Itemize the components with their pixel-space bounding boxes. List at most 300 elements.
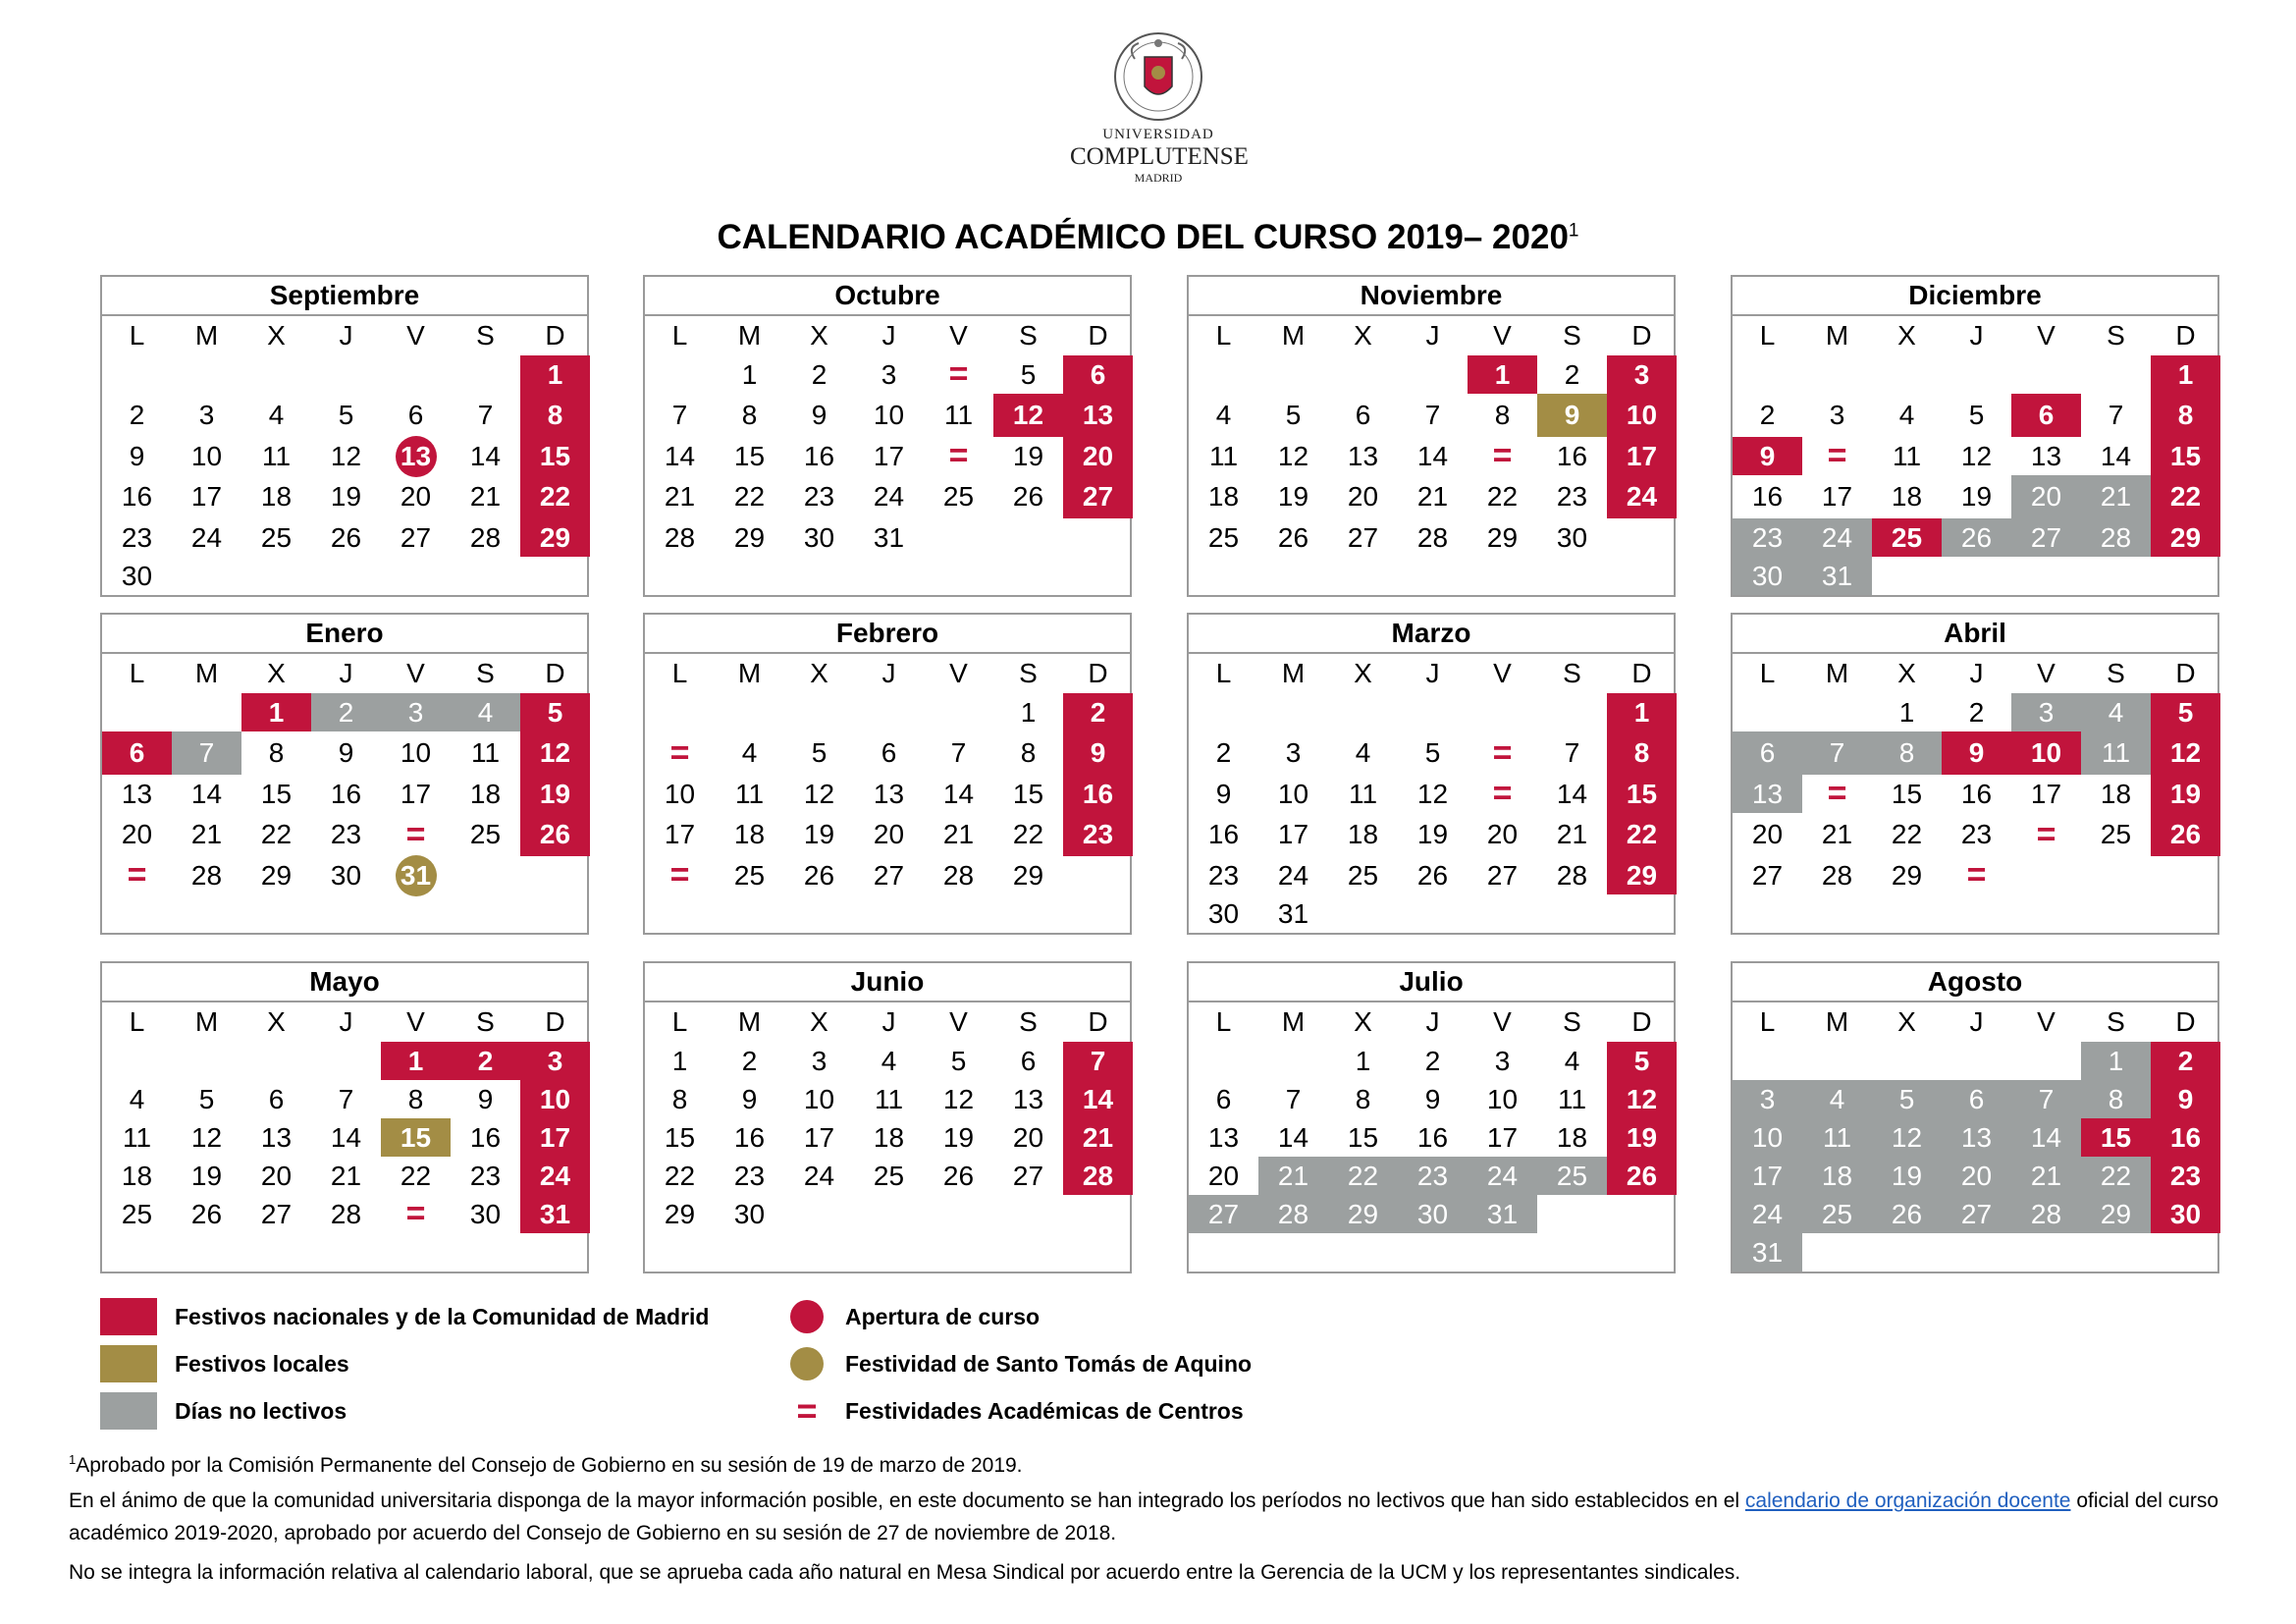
day-cell: 31 [873, 522, 905, 553]
day-cell: 12 [2151, 731, 2220, 775]
weekday-header: V [1493, 658, 1512, 688]
day-cell: 25 [733, 860, 766, 891]
day-cell: 31 [1802, 557, 1872, 595]
day-cell: 15 [260, 779, 293, 809]
day-cell: 10 [873, 400, 905, 430]
empty-cell [2011, 355, 2081, 394]
month-10 [643, 961, 1132, 1273]
day-grid [1733, 654, 2217, 933]
day-cell: 27 [1012, 1161, 1044, 1191]
weekday-header: V [1493, 1006, 1512, 1037]
weekday-header: S [476, 658, 495, 688]
legend-holiday [100, 1298, 709, 1335]
empty-cell [1802, 355, 1872, 394]
day-cell: 9 [477, 1084, 494, 1114]
weekday-header: D [545, 320, 565, 351]
day-cell: 9 [1063, 731, 1133, 775]
day-grid [645, 654, 1130, 933]
day-cell: 28 [1416, 522, 1449, 553]
month-8 [1731, 613, 2219, 935]
day-cell: 25 [1872, 518, 1942, 557]
day-cell: 27 [400, 522, 432, 553]
day-cell: 22 [733, 481, 766, 512]
day-cell: 10 [190, 441, 223, 471]
day-cell: 6 [1733, 731, 1802, 775]
day-cell: 27 [1751, 860, 1784, 891]
day-cell: 24 [873, 481, 905, 512]
day-cell: 28 [2081, 518, 2151, 557]
day-cell: 8 [1607, 731, 1677, 775]
day-cell: 2 [1564, 359, 1580, 390]
footnote-info: En el ánimo de que la comunidad universitaria disponga de la mayor información posible, en este documento se han integrado los períodos no lectivos que han sido establecidos en el calendario de organización docente oficial del curso académico 2019-2020, aprobado por acuerdo del Consejo de Gobierno en su sesión de 27 de noviembre de 2018. [69, 1489, 2219, 1544]
day-cell: 5 [1607, 1042, 1677, 1080]
empty-cell [2011, 1042, 2081, 1080]
day-cell: 1 [241, 693, 311, 731]
weekday-header: D [1631, 320, 1652, 351]
weekday-header: S [1019, 1006, 1038, 1037]
day-cell: = [1492, 437, 1513, 474]
day-cell: 23 [1556, 481, 1588, 512]
day-cell: 2 [2151, 1042, 2220, 1080]
weekday-header: X [267, 658, 286, 688]
day-cell: 17 [1607, 437, 1677, 475]
day-grid [102, 316, 587, 595]
empty-cell [102, 693, 172, 731]
day-cell: 8 [268, 737, 285, 768]
day-cell: 10 [1277, 779, 1309, 809]
day-cell: 6 [1215, 1084, 1232, 1114]
day-cell: 7 [172, 731, 241, 775]
month-title: Mayo [102, 963, 587, 1002]
day-cell: 20 [400, 481, 432, 512]
day-cell: 29 [733, 522, 766, 553]
day-cell: 20 [121, 819, 153, 849]
day-cell: 18 [733, 819, 766, 849]
day-cell: 19 [942, 1122, 975, 1153]
weekday-header: V [949, 658, 968, 688]
day-cell: 26 [1607, 1157, 1677, 1195]
day-cell: 3 [1494, 1046, 1511, 1076]
month-title: Abril [1733, 615, 2217, 654]
empty-cell [1733, 355, 1802, 394]
day-cell: 23 [1063, 813, 1133, 856]
day-cell: 5 [338, 400, 354, 430]
page-title: CALENDARIO ACADÉMICO DEL CURSO 2019– 2020$^1$ [717, 218, 1579, 256]
empty-cell [715, 693, 784, 731]
weekday-header: S [1019, 320, 1038, 351]
month-7 [1187, 613, 1676, 935]
day-cell: 9 [741, 1084, 758, 1114]
weekday-header: M [1281, 1006, 1306, 1037]
day-cell: 14 [2100, 441, 2132, 471]
day-cell: 9 [338, 737, 354, 768]
day-cell: 26 [2151, 813, 2220, 856]
day-cell: 18 [1891, 481, 1923, 512]
weekday-header: X [810, 1006, 828, 1037]
day-cell: 4 [1802, 1080, 1872, 1118]
day-cell: 13 [1733, 775, 1802, 813]
day-cell: 5 [1285, 400, 1302, 430]
day-cell: 30 [330, 860, 362, 891]
day-cell: 10 [400, 737, 432, 768]
day-cell: 8 [520, 394, 590, 437]
empty-cell [451, 355, 520, 394]
day-cell: 1 [671, 1046, 688, 1076]
empty-cell [241, 1042, 311, 1080]
day-cell: 4 [881, 1046, 897, 1076]
day-cell [381, 856, 451, 894]
weekday-header: L [1215, 320, 1232, 351]
weekday-header: X [267, 320, 286, 351]
weekday-header: V [406, 658, 425, 688]
day-cell: 28 [330, 1199, 362, 1229]
day-cell: 9 [1537, 394, 1607, 437]
day-cell: 29 [664, 1199, 696, 1229]
weekday-header: J [1969, 1006, 1984, 1037]
day-cell: 6 [102, 731, 172, 775]
empty-cell [1258, 355, 1328, 394]
day-cell: 2 [311, 693, 381, 731]
day-cell: 20 [873, 819, 905, 849]
day-cell: 16 [1416, 1122, 1449, 1153]
day-cell: 22 [1607, 813, 1677, 856]
day-cell: 19 [1277, 481, 1309, 512]
day-cell: 15 [2151, 437, 2220, 475]
day-grid [1189, 316, 1674, 595]
weekday-header: M [1281, 658, 1306, 688]
day-cell: 4 [268, 400, 285, 430]
day-cell: 20 [1063, 437, 1133, 475]
day-cell: 11 [874, 1084, 904, 1114]
weekday-header: X [1354, 1006, 1372, 1037]
day-cell: 27 [873, 860, 905, 891]
day-cell: 1 [2151, 355, 2220, 394]
day-cell: 11 [2081, 731, 2151, 775]
day-cell: 24 [1802, 518, 1872, 557]
day-cell: 19 [1872, 1157, 1942, 1195]
day-cell: 7 [950, 737, 967, 768]
day-cell: 18 [1556, 1122, 1588, 1153]
month-5 [100, 613, 589, 935]
day-cell: 13 [1063, 394, 1133, 437]
weekday-header: L [671, 320, 688, 351]
day-cell: 4 [1564, 1046, 1580, 1076]
day-cell: 16 [733, 1122, 766, 1153]
empty-cell [1328, 693, 1398, 731]
day-cell: 29 [1012, 860, 1044, 891]
day-cell: 7 [1063, 1042, 1133, 1080]
day-cell: 7 [1564, 737, 1580, 768]
weekday-header: J [339, 658, 353, 688]
month-title: Septiembre [102, 277, 587, 316]
day-cell: 27 [1347, 522, 1379, 553]
day-cell: 26 [942, 1161, 975, 1191]
empty-cell [924, 693, 993, 731]
day-cell: = [1827, 775, 1847, 812]
day-grid [1189, 654, 1674, 933]
day-cell: 14 [1416, 441, 1449, 471]
weekday-header: L [129, 1006, 145, 1037]
weekday-header: M [1825, 1006, 1849, 1037]
day-cell: 12 [993, 394, 1063, 437]
day-cell: 25 [1802, 1195, 1872, 1233]
day-cell: 27 [1063, 475, 1133, 518]
day-cell: 27 [2011, 518, 2081, 557]
day-cell: 15 [2081, 1118, 2151, 1157]
day-cell: 2 [451, 1042, 520, 1080]
day-cell: 9 [811, 400, 828, 430]
day-cell: 20 [1942, 1157, 2011, 1195]
day-cell: 19 [520, 775, 590, 813]
legend-opening [790, 1298, 1040, 1335]
day-cell: 18 [1207, 481, 1240, 512]
day-cell: 20 [260, 1161, 293, 1191]
weekday-header: V [406, 320, 425, 351]
weekday-header: X [810, 658, 828, 688]
day-cell: 18 [1347, 819, 1379, 849]
weekday-header: L [1759, 320, 1776, 351]
logo-line-complutense: COMPLUTENSE [1070, 143, 1249, 170]
day-cell: = [1492, 734, 1513, 772]
day-cell: 4 [741, 737, 758, 768]
weekday-header: X [1354, 320, 1372, 351]
weekday-header: L [1215, 1006, 1232, 1037]
day-cell: 4 [2081, 693, 2151, 731]
day-grid [102, 654, 587, 933]
day-cell: 21 [1556, 819, 1588, 849]
month-title: Diciembre [1733, 277, 2217, 316]
day-cell: 1 [1355, 1046, 1371, 1076]
day-cell: 9 [129, 441, 145, 471]
santo-tomas-dot-icon [790, 1347, 824, 1380]
day-cell: 15 [733, 441, 766, 471]
empty-cell [1398, 355, 1468, 394]
day-cell: 21 [2011, 1157, 2081, 1195]
calendar-organization-link[interactable]: calendario de organización docente [1744, 1489, 2071, 1512]
weekday-header: D [545, 658, 565, 688]
empty-cell [102, 1042, 172, 1080]
footnote-approval: $^1$Aprobado por la Comisión Permanente del Consejo de Gobierno en su sesión de 19 de marzo de 2019. [69, 1452, 1023, 1477]
day-cell: 10 [520, 1080, 590, 1118]
day-cell: 29 [2151, 518, 2220, 557]
day-cell: 21 [330, 1161, 362, 1191]
day-cell: 11 [1348, 779, 1378, 809]
weekday-header: X [1897, 658, 1916, 688]
legend-holiday-label: Festivos nacionales y de la Comunidad de Madrid [175, 1303, 710, 1329]
day-cell: 12 [1960, 441, 1993, 471]
empty-cell [1468, 693, 1537, 731]
day-cell: 9 [2151, 1080, 2220, 1118]
day-cell: 9 [1942, 731, 2011, 775]
day-cell: 28 [1258, 1195, 1328, 1233]
day-cell: 24 [1607, 475, 1677, 518]
day-cell: 17 [1277, 819, 1309, 849]
weekday-header: S [1563, 1006, 1581, 1037]
weekday-header: L [129, 658, 145, 688]
day-cell: 14 [1063, 1080, 1133, 1118]
weekday-header: J [1969, 658, 1984, 688]
day-cell: 11 [1892, 441, 1922, 471]
legend-academic-festivities [790, 1392, 1244, 1430]
day-cell: 10 [1607, 394, 1677, 437]
weekday-header: L [671, 658, 688, 688]
day-grid [1733, 316, 2217, 595]
empty-cell [645, 355, 715, 394]
day-cell: 25 [873, 1161, 905, 1191]
weekday-header: X [1897, 320, 1916, 351]
day-cell: 30 [2151, 1195, 2220, 1233]
day-cell: 22 [1012, 819, 1044, 849]
day-cell: 16 [1960, 779, 1993, 809]
day-cell: 22 [664, 1161, 696, 1191]
weekday-header: D [1631, 658, 1652, 688]
day-cell: 12 [803, 779, 835, 809]
day-cell: 17 [1821, 481, 1853, 512]
weekday-header: S [476, 320, 495, 351]
day-cell: 23 [2151, 1157, 2220, 1195]
day-cell: 14 [1277, 1122, 1309, 1153]
day-cell: 10 [664, 779, 696, 809]
day-cell: 8 [741, 400, 758, 430]
day-cell: 25 [121, 1199, 153, 1229]
day-cell: 12 [520, 731, 590, 775]
day-cell: 19 [190, 1161, 223, 1191]
day-cell: 5 [950, 1046, 967, 1076]
empty-cell [241, 355, 311, 394]
weekday-header: M [737, 1006, 762, 1037]
weekday-header: M [737, 320, 762, 351]
day-cell: 7 [671, 400, 688, 430]
day-cell: 8 [2151, 394, 2220, 437]
day-cell: 1 [381, 1042, 451, 1080]
weekday-header: M [194, 658, 219, 688]
non-teaching-swatch [100, 1392, 157, 1430]
day-cell: 28 [190, 860, 223, 891]
day-grid [1733, 1002, 2217, 1272]
day-cell: 20 [1347, 481, 1379, 512]
day-cell: 24 [520, 1157, 590, 1195]
day-cell: 28 [1821, 860, 1853, 891]
day-cell: 26 [1012, 481, 1044, 512]
weekday-header: M [194, 320, 219, 351]
day-cell: 4 [129, 1084, 145, 1114]
day-cell: 11 [1557, 1084, 1587, 1114]
day-cell: = [1966, 856, 1987, 893]
day-cell: 3 [2011, 693, 2081, 731]
day-cell: 7 [1424, 400, 1441, 430]
weekday-header: V [2037, 320, 2056, 351]
day-cell: 23 [121, 522, 153, 553]
empty-cell [172, 355, 241, 394]
day-cell: 14 [2011, 1118, 2081, 1157]
day-cell: 21 [942, 819, 975, 849]
day-cell: 1 [1607, 693, 1677, 731]
day-cell: 30 [1398, 1195, 1468, 1233]
day-cell: 9 [1424, 1084, 1441, 1114]
day-cell: 5 [198, 1084, 215, 1114]
empty-cell [1189, 355, 1258, 394]
month-title: Julio [1189, 963, 1674, 1002]
equals-sign-icon: = [796, 1390, 818, 1431]
day-cell: 4 [1355, 737, 1371, 768]
day-cell: 10 [2011, 731, 2081, 775]
day-cell: 22 [1328, 1157, 1398, 1195]
day-cell: 9 [1215, 779, 1232, 809]
day-cell: 8 [2081, 1080, 2151, 1118]
weekday-header: V [1493, 320, 1512, 351]
footnote-labor-calendar: No se integra la información relativa al calendario laboral, que se aprueba cada año natural en Mesa Sindical por acuerdo entre la Gerencia de la UCM y los representantes sindicales. [69, 1561, 1741, 1584]
day-cell: 29 [1486, 522, 1519, 553]
day-cell: 18 [1802, 1157, 1872, 1195]
month-6 [643, 613, 1132, 935]
day-cell: 18 [2100, 779, 2132, 809]
day-cell: 20 [2011, 475, 2081, 518]
empty-cell [854, 693, 924, 731]
empty-cell [311, 1042, 381, 1080]
empty-cell [311, 355, 381, 394]
day-cell: = [669, 856, 690, 893]
weekday-header: S [476, 1006, 495, 1037]
day-cell: 12 [1416, 779, 1449, 809]
day-cell: 1 [520, 355, 590, 394]
weekday-header: J [339, 320, 353, 351]
weekday-header: X [267, 1006, 286, 1037]
day-cell: 11 [261, 441, 292, 471]
day-cell: 16 [1556, 441, 1588, 471]
day-cell: 8 [671, 1084, 688, 1114]
day-cell: 19 [1416, 819, 1449, 849]
day-cell: 12 [942, 1084, 975, 1114]
day-circle: 31 [396, 855, 437, 896]
day-cell: 12 [1277, 441, 1309, 471]
empty-cell [1733, 1042, 1802, 1080]
day-cell: 30 [1207, 898, 1240, 929]
day-cell: 16 [803, 441, 835, 471]
opening-dot-icon [790, 1300, 824, 1333]
day-cell: 20 [1012, 1122, 1044, 1153]
empty-cell [2081, 355, 2151, 394]
day-cell: 16 [1751, 481, 1784, 512]
weekday-header: D [1088, 658, 1108, 688]
weekday-header: V [2037, 1006, 2056, 1037]
weekday-header: M [737, 658, 762, 688]
weekday-header: L [129, 320, 145, 351]
day-cell: 25 [469, 819, 502, 849]
day-cell: 21 [1258, 1157, 1328, 1195]
day-cell: 3 [381, 693, 451, 731]
day-cell: 26 [1872, 1195, 1942, 1233]
legend-local-label: Festivos locales [175, 1350, 349, 1377]
day-cell: 5 [520, 693, 590, 731]
empty-cell [1872, 1042, 1942, 1080]
weekday-header: D [2175, 1006, 2196, 1037]
weekday-header: D [1088, 1006, 1108, 1037]
day-cell: = [1492, 775, 1513, 812]
title-footnote-mark: 1 [1568, 220, 1579, 242]
weekday-header: L [1215, 658, 1232, 688]
weekday-header: X [1354, 658, 1372, 688]
day-cell: 20 [1486, 819, 1519, 849]
day-cell: 18 [469, 779, 502, 809]
day-cell: 28 [469, 522, 502, 553]
day-cell: 23 [733, 1161, 766, 1191]
day-cell: 27 [260, 1199, 293, 1229]
day-cell: 22 [520, 475, 590, 518]
day-cell: 15 [520, 437, 590, 475]
day-cell: 27 [1486, 860, 1519, 891]
empty-cell [172, 693, 241, 731]
day-cell: 30 [469, 1199, 502, 1229]
